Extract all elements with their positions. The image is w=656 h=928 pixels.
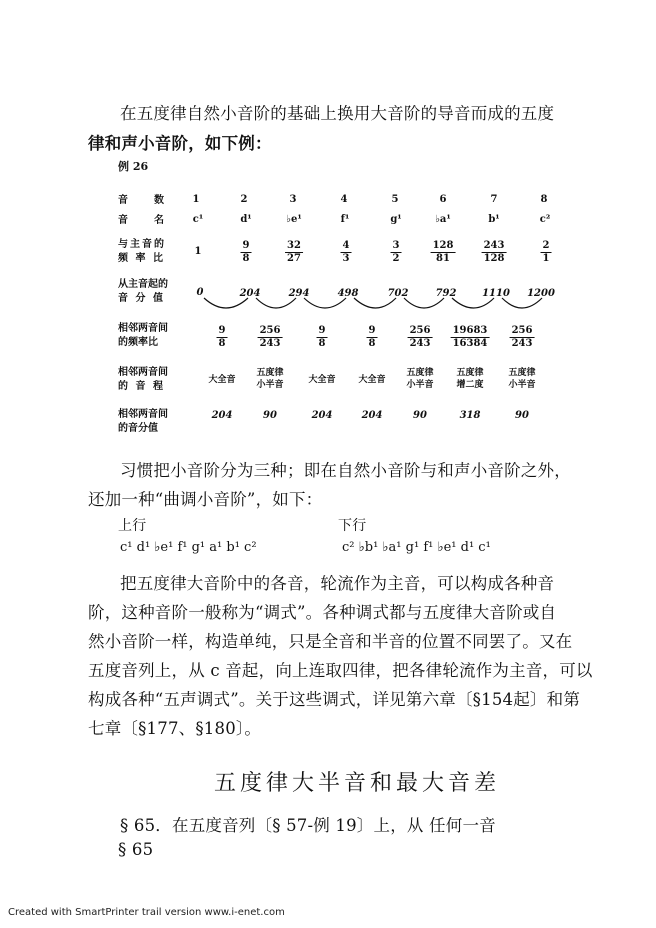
- fraction-numerator: 2: [542, 240, 550, 251]
- adjacent-cents-cell: 204: [211, 410, 233, 421]
- row-label-cents-tonic-1: 从主音起的: [118, 279, 168, 290]
- adjacent-ratio-fraction: [317, 325, 328, 350]
- note-cell: c¹: [192, 214, 204, 225]
- note-cell: g¹: [390, 214, 402, 225]
- interval-cell: [256, 367, 283, 391]
- adjacent-cents-cell: 204: [361, 410, 383, 421]
- cents-from-tonic-cell: 0: [196, 287, 204, 298]
- interval-cell: [406, 367, 433, 391]
- degree-cell: 5: [391, 194, 399, 205]
- fraction-numerator: 4: [342, 240, 350, 251]
- fraction-denominator: 8: [218, 338, 226, 349]
- interval-arc: [502, 298, 542, 308]
- cents-from-tonic-cell: 204: [239, 288, 261, 299]
- tonic-ratio-first: 1: [194, 246, 202, 257]
- cents-from-tonic-cell: 498: [337, 288, 359, 299]
- row-label-note: 音 名: [118, 215, 166, 226]
- interval-cell: 大全音: [208, 375, 236, 385]
- interval-arc: [304, 298, 346, 308]
- adjacent-cents-cell: 90: [413, 410, 427, 421]
- interval-cell-line: 增二度: [456, 380, 484, 390]
- interval-cell: [456, 367, 483, 391]
- degree-cell: 4: [340, 194, 348, 205]
- interval-arc: [452, 298, 494, 308]
- adjacent-cents-cell: 90: [515, 410, 529, 421]
- section-heading: 五度律大半音和最大音差: [214, 771, 501, 796]
- fraction-denominator: 81: [436, 253, 450, 264]
- note-cell: d¹: [240, 214, 252, 225]
- fraction-numerator: 243: [483, 240, 505, 251]
- fraction-denominator: 1: [542, 253, 550, 264]
- fraction-denominator: 243: [511, 338, 533, 349]
- adjacent-ratio-fraction: [510, 325, 535, 350]
- adjacent-cents-cell: 90: [263, 410, 277, 421]
- fraction-numerator: 32: [287, 240, 301, 251]
- descending-label: 下行: [338, 518, 367, 534]
- interval-cell-line: 小半音: [406, 380, 434, 390]
- fraction-numerator: 9: [242, 240, 250, 251]
- interval-arc: [256, 298, 296, 308]
- row-label-degree: 音 数: [118, 195, 166, 206]
- interval-arc: [404, 298, 444, 308]
- fraction-numerator: 128: [432, 240, 454, 251]
- para2-line-2: 还加一种“曲调小音阶”，如下：: [88, 490, 323, 509]
- interval-cell: 大全音: [358, 375, 386, 385]
- note-cell: b¹: [488, 214, 500, 225]
- interval-cell-line: 五度律: [456, 368, 484, 378]
- adjacent-cents-cell: 318: [459, 410, 481, 421]
- fraction-denominator: 243: [259, 338, 281, 349]
- fraction-denominator: 128: [483, 253, 505, 264]
- interval-cell-line: 小半音: [256, 380, 284, 390]
- adjacent-ratio-fraction: [408, 325, 433, 350]
- fraction-numerator: 256: [409, 325, 431, 336]
- note-cell: f¹: [340, 214, 350, 225]
- row-label-interval-1: 相邻两音间: [118, 367, 168, 378]
- adjacent-ratio-fraction: [258, 325, 283, 350]
- row-label-cents-adjacent-2: 的音分值: [118, 423, 158, 434]
- interval-cell-line: 小半音: [508, 380, 536, 390]
- degree-cell: 8: [540, 194, 548, 205]
- ascending-notes: c¹ d¹ ♭e¹ f¹ g¹ a¹ b¹ c²: [120, 540, 257, 555]
- interval-cell-line: 五度律: [406, 368, 434, 378]
- interval-cell-line: 五度律: [508, 368, 536, 378]
- footer-watermark: Created with SmartPrinter trail version www.i-enet.com: [8, 907, 285, 918]
- fraction-denominator: 8: [242, 253, 250, 264]
- cents-from-tonic-cell: 1200: [527, 288, 555, 299]
- descending-notes: c² ♭b¹ ♭a¹ g¹ f¹ ♭e¹ d¹ c¹: [342, 540, 491, 555]
- fraction-numerator: 9: [318, 325, 326, 336]
- section-para-line: § 65．在五度音列〔§ 57-例 19〕上，从 任何一音: [120, 816, 496, 835]
- degree-cell: 2: [240, 194, 248, 205]
- note-cell: c²: [539, 214, 551, 225]
- cents-from-tonic-cell: 294: [288, 288, 310, 299]
- note-cell: ♭e¹: [286, 214, 302, 225]
- fraction-numerator: 9: [218, 325, 226, 336]
- adjacent-ratio-fraction: [451, 325, 490, 350]
- degree-cell: 1: [192, 194, 200, 205]
- fraction-denominator: 16384: [452, 338, 488, 349]
- fraction-denominator: 27: [287, 253, 301, 264]
- fraction-denominator: 243: [409, 338, 431, 349]
- fraction-denominator: 8: [368, 338, 376, 349]
- fraction-denominator: 3: [342, 253, 350, 264]
- row-label-cents-adjacent-1: 相邻两音间: [118, 409, 168, 420]
- row-label-ratio-tonic-1: 与主音的: [118, 239, 166, 250]
- interval-arc: [354, 298, 396, 308]
- cents-from-tonic-cell: 1110: [482, 288, 510, 299]
- interval-arc: [204, 298, 248, 308]
- fraction-denominator: 2: [392, 253, 400, 264]
- ascending-label: 上行: [118, 518, 147, 534]
- row-label-ratio-tonic-2: 频 率 比: [118, 253, 165, 264]
- degree-cell: 3: [289, 194, 297, 205]
- interval-cell-line: 五度律: [256, 368, 284, 378]
- degree-cell: 7: [490, 194, 498, 205]
- example-label: 例 26: [118, 160, 149, 173]
- note-cell: ♭a¹: [435, 214, 451, 225]
- fraction-numerator: 3: [392, 240, 400, 251]
- degree-cell: 6: [439, 194, 447, 205]
- adjacent-cents-cell: 204: [311, 410, 333, 421]
- interval-cell: [508, 367, 535, 391]
- fraction-denominator: 8: [318, 338, 326, 349]
- para3-line-5: 构成各种“五声调式”。关于这些调式，详见第六章〔§154起〕和第: [88, 690, 581, 709]
- para3-line-1: 把五度律大音阶中的各音，轮流作为主音，可以构成各种音: [120, 574, 555, 593]
- para3-line-4: 五度音列上，从 c 音起，向上连取四律，把各律轮流作为主音，可以: [88, 661, 593, 680]
- section-ref: § 65: [118, 840, 154, 859]
- adjacent-ratio-fraction: [367, 325, 378, 350]
- cents-from-tonic-cell: 702: [387, 288, 409, 299]
- intro-line-2: 律和声小音阶，如下例：: [88, 134, 272, 153]
- row-label-interval-2: 的 音 程: [118, 381, 165, 392]
- interval-cell: 大全音: [308, 375, 336, 385]
- fraction-numerator: 9: [368, 325, 376, 336]
- para3-line-2: 阶，这种音阶一般称为“调式”。各种调式都与五度律大音阶或自: [88, 603, 557, 622]
- adjacent-ratio-fraction: [217, 325, 228, 350]
- para3-line-6: 七章〔§177、§180〕。: [88, 719, 262, 738]
- fraction-numerator: 256: [511, 325, 533, 336]
- fraction-numerator: 19683: [452, 325, 488, 336]
- para3-line-3: 然小音阶一样，构造单纯，只是全音和半音的位置不同罢了。又在: [88, 632, 573, 651]
- intro-line-1: 在五度律自然小音阶的基础上换用大音阶的导音而成的五度: [120, 104, 555, 123]
- row-label-ratio-adjacent-1: 相邻两音间: [118, 323, 168, 334]
- fraction-numerator: 256: [259, 325, 281, 336]
- row-label-ratio-adjacent-2: 的频率比: [118, 337, 158, 348]
- row-label-cents-tonic-2: 音 分 值: [118, 293, 165, 304]
- para2-line-1: 习惯把小音阶分为三种；即在自然小音阶与和声小音阶之外，: [120, 461, 571, 480]
- cents-from-tonic-cell: 792: [435, 288, 457, 299]
